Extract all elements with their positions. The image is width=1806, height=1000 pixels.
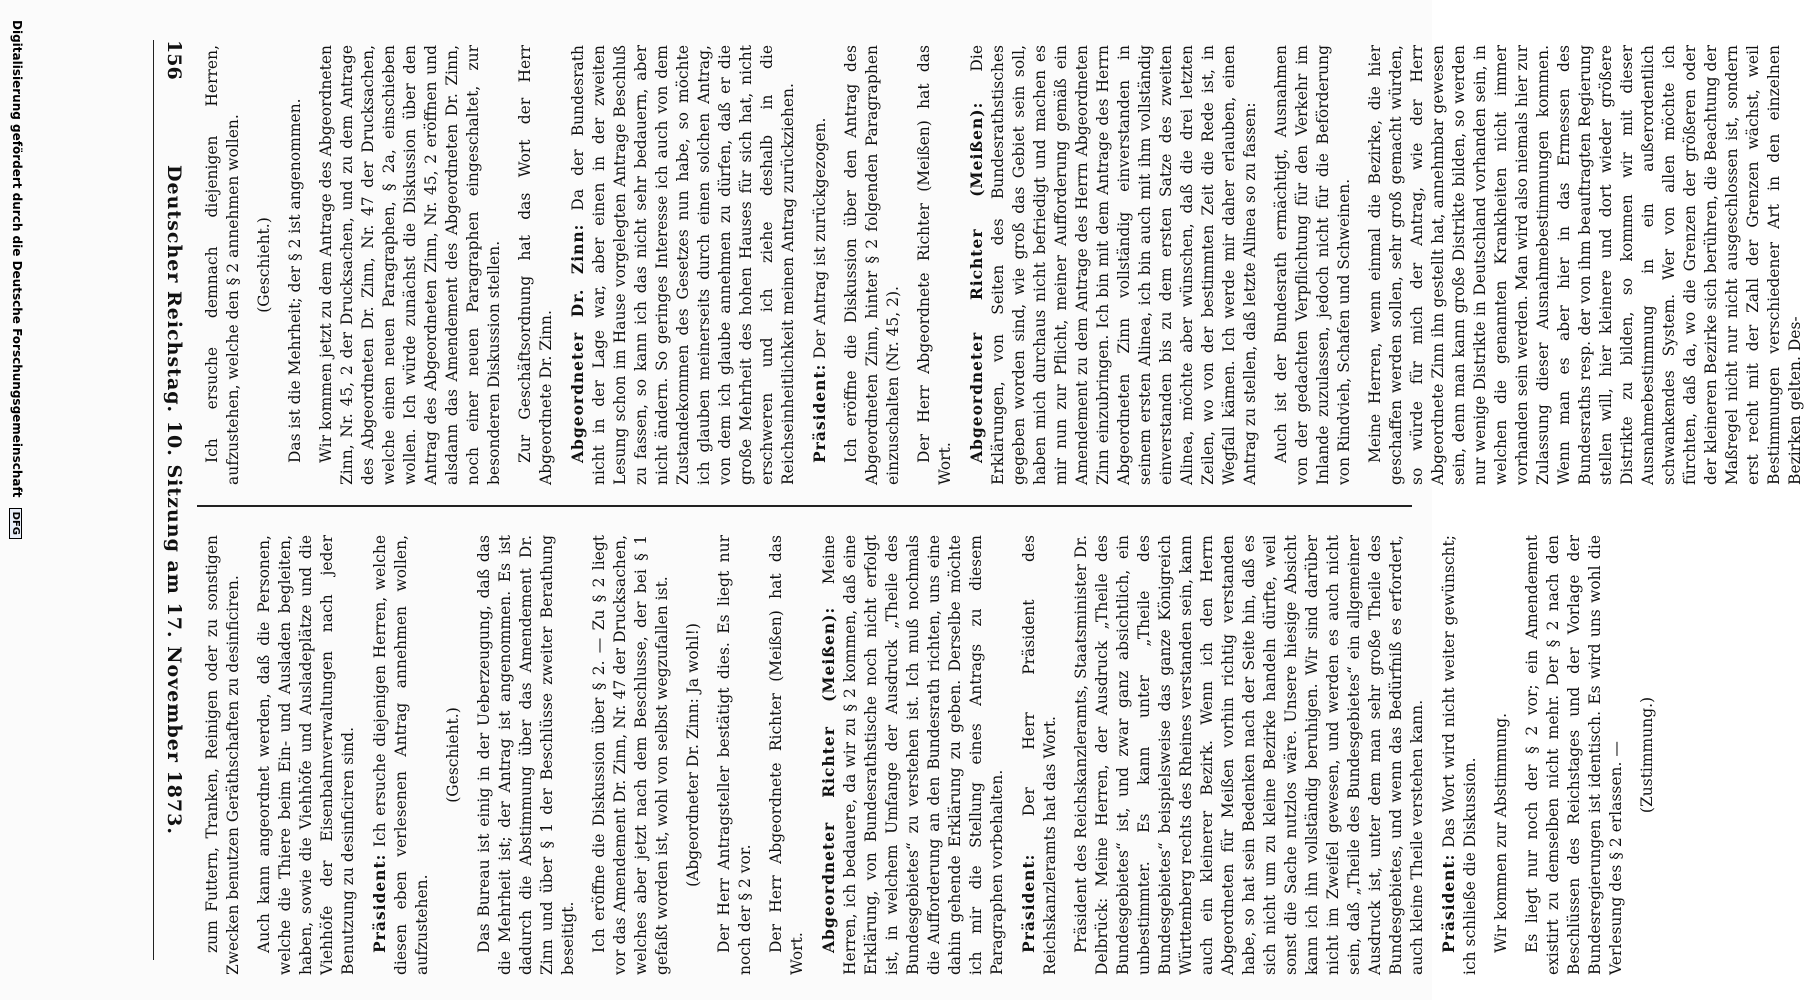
paragraph	[841, 45, 904, 485]
paragraph-text: Ich ersuche demnach diejenigen Herren, aufzustehen, welche den § 2 annehmen wollen.	[203, 45, 242, 485]
speaker-name: Abgeordneter Dr. Zinn:	[568, 223, 587, 463]
paragraph	[567, 45, 799, 485]
paragraph-text: zum Futtern, Tranken, Reinigen oder zu sonstigen Zwecken benutzen Geräthschaften zu desinficiren.	[203, 535, 242, 975]
page-number: 156	[163, 40, 185, 80]
speaker-name: Präsident:	[370, 853, 389, 953]
paragraph-text: (Abgeordneter Dr. Zinn: Ja wohl!)	[684, 623, 702, 887]
paragraph-text: Die Erklärungen, von Seiten des Bundesrathstisches gegeben worden sind, wie groß das Gebiet sein soll, haben mich durchaus nicht befriedigt und machen es mir nun zur Pflicht, meiner Aufforderung gemäß ein Amendement zu dem Antrage des Herrn Abgeordneten Zinn einzubringen. Ich bin mit dem Antrage des Herrn Abgeordneten Zinn vollständig einverstanden in seinem ersten Alinea, ich bin auch mit ihm vollständig einverstanden bis zu dem ersten Satze des zweiten Alinea, möchte aber wünschen, daß die drei letzten Zeilen, wo von der bestimmten Zeit die Rede ist, in Wegfall kämen. Ich werde mir daher erlauben, einen Antrag zu stellen, daß letzte Alinea so zu fassen:	[968, 45, 1259, 485]
paragraph-text: Ich eröffne die Diskussion über den Antrag des Abgeordneten Zinn, hinter § 2 folgenden Paragraphen einzuschalten (Nr. 45, 2).	[842, 45, 902, 485]
paragraph-text: Es liegt nur noch der § 2 vor; ein Amendement existirt zu demselben nicht mehr. Der § 2 nach den Beschlüssen des Reichstages und der Vorlage der Bundesregierungen ist identisch. Es wird uns wohl die Verlesung des § 2 erlassen. —	[1523, 535, 1625, 975]
paragraph-text: Der Antrag ist zurückgezogen.	[811, 117, 829, 359]
paragraph	[1271, 45, 1355, 485]
dfg-badge: DFG	[9, 508, 22, 539]
paragraph	[202, 45, 244, 485]
speaker-name: Präsident:	[1019, 853, 1038, 953]
paragraph	[683, 535, 704, 975]
paragraph	[714, 535, 756, 975]
paragraph	[1438, 535, 1481, 975]
paragraph	[369, 535, 433, 975]
paragraph-text: Wir kommen jetzt zu dem Antrage des Abgeordneten Zinn, Nr. 45, 2 der Drucksachen, und zu dem Antrage des Abgeordneten Dr. Zinn, Nr. 47 der Drucksachen, welche einen neuen Paragraphen, § 2a, einschieben wollen. Ich würde zunächst die Diskussion über den Antrag des Abgeordneten Zinn, Nr. 45, 2 eröffnen und alsdann das Amendement des Abgeordneten Dr. Zinn, noch einer neuen Paragraphen eingeschaltet, zur besonderen Diskussion stellen.	[317, 45, 503, 485]
paragraph	[254, 535, 359, 975]
paragraph	[818, 535, 1008, 975]
speaker-name: Abgeordneter Richter (Meißen):	[819, 606, 838, 953]
credit-text: Digitalisierung gefördert durch die Deutsche Forschungsgemeinschaft	[10, 20, 24, 498]
paragraph-text: Meine Herren, ich bedauere, da wir zu § 2 kommen, daß eine Erklärung, von Bundesrathstische noch nicht erfolgt ist, in welchem Umfange der Ausdruck „Theile des Bundesgebietes“ zu verstehen ist. Ich muß nochmals die Aufforderung an den Bundesrath richten, uns eine dahin gehende Erklärung zu geben. Derselbe möchte ich mir die Stellung eines Antrags zu diesem Paragraphen vorbehalten.	[820, 535, 1006, 975]
paragraph-text: Der Herr Abgeordnete Richter (Meißen) hat das Wort.	[767, 535, 806, 975]
paragraph-text: Da der Bundesrath nicht in der Lage war, aber einen in der zweiten Lesung schon im Hause vorgelegten Antrage Beschluß zu fassen, so kann ich das nicht sehr bedauern, aber nicht ändern. So geringes Interesse ich auch von dem Zustandekommen des Gesetzes nun habe, so möchte ich glauben meinerseits durch einen solchen Antrag, von dem ich glaube annehmen zu dürfen, daß er die große Mehrheit des hohen Hauses für sich hat, nicht erschweren und ich ziehe deshalb in die Reichseinheitlichkeit meinen Antrag zurückziehen.	[569, 45, 797, 485]
speaker-name: Präsident:	[810, 363, 829, 463]
speaker-name: Abgeordneter Richter (Meißen):	[967, 101, 986, 463]
paragraph	[1522, 535, 1627, 975]
paragraph-text: Der Herr Präsident des Reichskanzleramts hat das Wort.	[1020, 535, 1059, 975]
page-header	[153, 40, 194, 960]
paragraph	[515, 45, 557, 485]
paragraph-text: Der Herr Antragsteller bestätigt dies. Es liegt nur noch der § 2 vor.	[715, 535, 754, 975]
paragraph	[316, 45, 505, 485]
paragraph-text: (Geschieht.)	[255, 217, 273, 313]
paragraph-text: (Zustimmung.)	[1638, 696, 1656, 814]
column-divider	[197, 505, 1412, 507]
paragraph-text: (Geschieht.)	[444, 707, 462, 803]
paragraph-text: Ich eröffne die Diskussion über § 2. — Zu § 2 liegt vor das Amendement Dr. Zinn, Nr. 47 der Drucksachen, welches aber jetzt nach dem Beschlusse, der bei § 1 gefaßt worden ist, wohl von selbst wegzufallen ist.	[590, 535, 671, 975]
paragraph-text: Das Bureau ist einig in der Ueberzeugung, daß das die Mehrheit ist; der Antrag ist angenommen. Es ist dadurch die Abstimmung über das Amendement Dr. Zinn und über § 1 der Beschlüsse zweiter Berathung beseitigt.	[475, 535, 577, 975]
paragraph-text: Auch kann angeordnet werden, daß die Personen, welche die Thiere beim Ein- und Ausladen begleiten, haben, sowie die Viehhöfe und Ausladeplätze und die Viehhöfe der Eisenbahnverwaltungen nach jeder Benutzung zu desinficiren sind.	[255, 535, 357, 975]
paragraph	[285, 45, 306, 485]
paragraph	[589, 535, 673, 975]
paragraph	[474, 535, 579, 975]
left-column	[202, 535, 1656, 975]
paragraph-text: Auch ist der Bundesrath ermächtigt, Ausnahmen von der gedachten Verpflichtung für den Verkehr im Inlande zuzulassen, jedoch nicht für die Beförderung von Rindvieh, Schafen und Schweinen.	[1272, 45, 1353, 485]
paragraph-text: Der Herr Abgeordnete Richter (Meißen) hat das Wort.	[915, 45, 954, 485]
page-title: Deutscher Reichstag. 10. Sitzung am 17. November 1873.	[163, 165, 185, 835]
digitization-credit	[9, 20, 24, 539]
paragraph	[1071, 535, 1428, 975]
paragraph	[809, 45, 831, 485]
paragraph	[1637, 535, 1658, 975]
paragraph-text: Das Wort wird nicht weiter gewünscht; ich schließe die Diskussion.	[1440, 535, 1479, 975]
paragraph-text: Das ist die Mehrheit; der § 2 ist angenommen.	[286, 98, 304, 463]
speaker-name: Präsident:	[1439, 853, 1458, 953]
paragraph-text: Präsident des Reichskanzleramts, Staatsminister Dr. Delbrück: Meine Herren, der Ausdruck „Theile des Bundesgebietes“ ist, und zwar ganz absichtlich, ein unbestimmter. Es kann unter „Theile des Bundesgebietes“ beispielsweise das ganze Königreich Württemberg rechts des Rheines verstanden sein, kann auch ein kleinerer Bezirk. Wenn ich den Herrn Abgeordneten für Meißen vorhin richtig verstanden habe, so hat sein Bedenken nach der Seite hin, daß es sich nicht um zu kleine Bezirke handeln dürfte, weil sonst die Sache nutzlos wäre. Unsere hiesige Absicht kann ich ihn vollständig beruhigen. Wir sind darüber nicht im Zweifel gewesen, und werden es auch nicht sein, daß „Theile des Bundesgebietes“ ein allgemeiner Ausdruck ist, unter dem man sehr große Theile des Bundesgebietes, und wenn das Bedürfniß es erfordert, auch kleine Theile verstehen kann.	[1072, 535, 1426, 975]
paragraph-text: Wir kommen zur Abstimmung.	[1492, 712, 1510, 953]
paragraph	[1491, 535, 1512, 975]
right-column	[202, 45, 1804, 485]
paragraph	[443, 535, 464, 975]
paragraph	[914, 45, 956, 485]
paragraph	[966, 45, 1261, 485]
paragraph	[202, 535, 244, 975]
paragraph-text: Zur Geschäftsordnung hat das Wort der Herr Abgeordnete Dr. Zinn.	[516, 45, 555, 485]
paragraph	[1018, 535, 1061, 975]
paragraph	[766, 535, 808, 975]
paragraph-text: Meine Herren, wenn einmal die Bezirke, die hier geschaffen werden sollen, sehr groß gemacht würden, so würde für mich der Antrag, wie der Herr Abgeordnete Zinn ihn gestellt hat, annehmbar gewesen sein, denn man kann große Distrikte bilden, so werden nur wenige Distrikte in Deutschland vorhanden sein, in welchen die genannten Krankheiten nicht immer vorhanden sein werden. Man wird also niemals hier zur Zulassung dieser Ausnahmebestimmungen kommen. Wenn man es aber hier in das Ermessen des Bundesraths resp. der von ihm beauftragten Regierung stellen will, hier kleinere und dort wieder größere Distrikte zu bilden, so kommen wir mit dieser Ausnahmebestimmung in ein außerordentlich schwankendes System. Wer von allen möchte ich fürchten, daß da, wo die Grenzen der größeren oder der kleineren Bezirke sich berühren, die Beachtung der Maßregel nicht nur nicht ausgeschlossen ist, sondern erst recht mit der Zahl der Grenzen wächst, weil Bestimmungen verschiedener Art in den einzelnen Bezirken gelten. Des-	[1366, 45, 1804, 485]
paragraph-text: Ich ersuche diejenigen Herren, welche diesen eben verlesenen Antrag annehmen wollen, aufzustehen.	[371, 535, 431, 975]
paragraph	[254, 45, 275, 485]
paragraph	[1365, 45, 1806, 485]
